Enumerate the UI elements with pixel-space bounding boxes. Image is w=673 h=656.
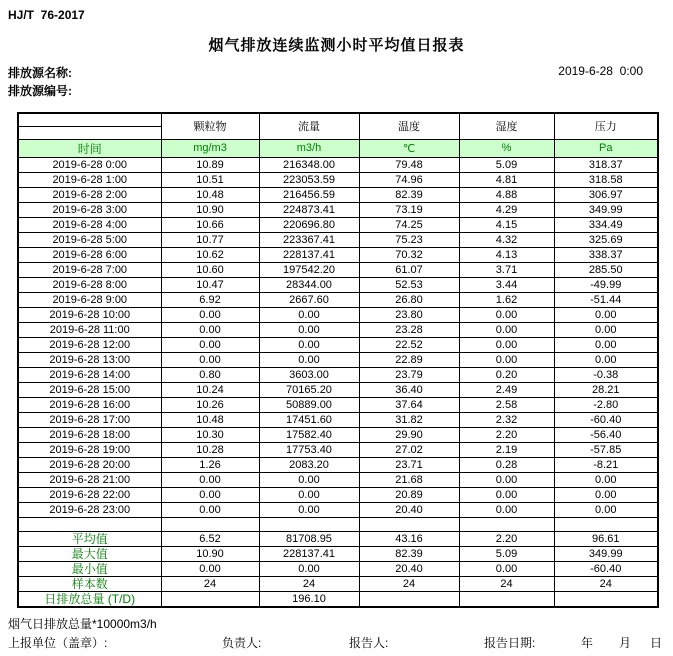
monitoring-table xyxy=(17,112,659,608)
report-title: 烟气排放连续监测小时平均值日报表 xyxy=(208,37,465,54)
value-cell: 31.82 xyxy=(359,412,459,427)
table-row xyxy=(18,337,658,352)
value-cell: 0.00 xyxy=(459,322,554,337)
value-cell: 10.90 xyxy=(161,202,259,217)
empty-cell xyxy=(18,517,161,531)
value-cell: 1.62 xyxy=(459,292,554,307)
summary-row xyxy=(18,591,658,607)
value-cell: 4.32 xyxy=(459,232,554,247)
table-row xyxy=(18,157,658,172)
table-row xyxy=(18,322,658,337)
summary-row xyxy=(18,546,658,561)
value-cell: 22.52 xyxy=(359,337,459,352)
table-row xyxy=(18,367,658,382)
summary-value-cell: 96.61 xyxy=(554,531,658,546)
value-cell: 0.00 xyxy=(554,322,658,337)
summary-value-cell: 196.10 xyxy=(259,591,359,607)
col-header-humidity: 湿度 xyxy=(459,113,554,139)
table-row xyxy=(18,277,658,292)
value-cell: 318.58 xyxy=(554,172,658,187)
table-row xyxy=(18,397,658,412)
table-row xyxy=(18,427,658,442)
time-cell: 2019-6-28 22:00 xyxy=(18,487,161,502)
empty-cell xyxy=(554,517,658,531)
value-cell: 52.53 xyxy=(359,277,459,292)
time-cell: 2019-6-28 12:00 xyxy=(18,337,161,352)
summary-row xyxy=(18,576,658,591)
value-cell: 61.07 xyxy=(359,262,459,277)
value-cell: 0.00 xyxy=(161,322,259,337)
col-header-pressure: 压力 xyxy=(554,113,658,139)
value-cell: 0.00 xyxy=(459,337,554,352)
summary-row xyxy=(18,561,658,576)
table-header xyxy=(18,113,658,157)
value-cell: 2.58 xyxy=(459,397,554,412)
month-label: 月 xyxy=(619,636,632,650)
spacer-row xyxy=(18,517,658,531)
value-cell: 0.00 xyxy=(259,487,359,502)
table-row xyxy=(18,472,658,487)
value-cell: -8.21 xyxy=(554,457,658,472)
value-cell: 3603.00 xyxy=(259,367,359,382)
value-cell: 5.09 xyxy=(459,157,554,172)
value-cell: 75.23 xyxy=(359,232,459,247)
summary-label-cell: 平均值 xyxy=(18,531,161,546)
table-row xyxy=(18,442,658,457)
value-cell: 2.49 xyxy=(459,382,554,397)
footer-note: 烟气日排放总量*10000m3/h xyxy=(8,617,157,631)
value-cell: 36.40 xyxy=(359,382,459,397)
summary-value-cell xyxy=(359,591,459,607)
summary-label-cell: 日排放总量 (T/D) xyxy=(18,591,161,607)
value-cell: 0.00 xyxy=(554,307,658,322)
value-cell: -56.40 xyxy=(554,427,658,442)
value-cell: 23.28 xyxy=(359,322,459,337)
value-cell: 0.00 xyxy=(259,307,359,322)
value-cell: 325.69 xyxy=(554,232,658,247)
summary-label-cell: 最小值 xyxy=(18,561,161,576)
value-cell: 334.49 xyxy=(554,217,658,232)
value-cell: 0.00 xyxy=(554,472,658,487)
value-cell: 0.00 xyxy=(259,337,359,352)
table-row xyxy=(18,307,658,322)
summary-value-cell: 24 xyxy=(554,576,658,591)
time-cell: 2019-6-28 6:00 xyxy=(18,247,161,262)
empty-cell xyxy=(359,517,459,531)
value-cell: 223367.41 xyxy=(259,232,359,247)
time-cell: 2019-6-28 15:00 xyxy=(18,382,161,397)
summary-value-cell: 43.16 xyxy=(359,531,459,546)
value-cell: 0.00 xyxy=(554,352,658,367)
table-row xyxy=(18,487,658,502)
summary-label-cell: 样本数 xyxy=(18,576,161,591)
summary-value-cell: 24 xyxy=(259,576,359,591)
value-cell: 3.71 xyxy=(459,262,554,277)
value-cell: 4.88 xyxy=(459,187,554,202)
value-cell: 37.64 xyxy=(359,397,459,412)
value-cell: 4.29 xyxy=(459,202,554,217)
time-cell: 2019-6-28 1:00 xyxy=(18,172,161,187)
value-cell: 0.00 xyxy=(161,472,259,487)
value-cell: 220696.80 xyxy=(259,217,359,232)
value-cell: 285.50 xyxy=(554,262,658,277)
value-cell: 10.77 xyxy=(161,232,259,247)
table-row xyxy=(18,457,658,472)
source-code-label: 排放源编号: xyxy=(8,84,72,98)
summary-value-cell xyxy=(554,591,658,607)
value-cell: 2.20 xyxy=(459,427,554,442)
empty-cell xyxy=(459,517,554,531)
value-cell: 70165.20 xyxy=(259,382,359,397)
empty-cell xyxy=(259,517,359,531)
responsible-label: 负责人: xyxy=(222,636,262,650)
value-cell: 0.00 xyxy=(161,487,259,502)
table-row xyxy=(18,232,658,247)
value-cell: 228137.41 xyxy=(259,247,359,262)
value-cell: 10.28 xyxy=(161,442,259,457)
table-row xyxy=(18,262,658,277)
summary-value-cell: 20.40 xyxy=(359,561,459,576)
time-cell: 2019-6-28 3:00 xyxy=(18,202,161,217)
table-row xyxy=(18,412,658,427)
value-cell: 216456.59 xyxy=(259,187,359,202)
time-cell: 2019-6-28 10:00 xyxy=(18,307,161,322)
value-cell: 4.15 xyxy=(459,217,554,232)
value-cell: 17451.60 xyxy=(259,412,359,427)
value-cell: 10.66 xyxy=(161,217,259,232)
table-row xyxy=(18,382,658,397)
value-cell: 10.48 xyxy=(161,187,259,202)
time-cell: 2019-6-28 4:00 xyxy=(18,217,161,232)
value-cell: 74.96 xyxy=(359,172,459,187)
value-cell: -2.80 xyxy=(554,397,658,412)
col-header-particulate: 颗粒物 xyxy=(161,113,259,139)
summary-value-cell: 0.00 xyxy=(459,561,554,576)
summary-value-cell: 5.09 xyxy=(459,546,554,561)
time-column-header: 时间 xyxy=(18,139,161,157)
value-cell: 17753.40 xyxy=(259,442,359,457)
value-cell: 10.62 xyxy=(161,247,259,262)
value-cell: 29.90 xyxy=(359,427,459,442)
value-cell: 0.00 xyxy=(554,487,658,502)
summary-value-cell: -60.40 xyxy=(554,561,658,576)
corner-cell-top xyxy=(18,113,161,126)
time-cell: 2019-6-28 5:00 xyxy=(18,232,161,247)
value-cell: 349.99 xyxy=(554,202,658,217)
header-row-top xyxy=(18,113,658,126)
value-cell: 10.30 xyxy=(161,427,259,442)
value-cell: 1.26 xyxy=(161,457,259,472)
time-cell: 2019-6-28 8:00 xyxy=(18,277,161,292)
value-cell: 2083.20 xyxy=(259,457,359,472)
summary-value-cell: 24 xyxy=(161,576,259,591)
table-row xyxy=(18,202,658,217)
value-cell: 0.00 xyxy=(259,502,359,517)
col-header-flow: 流量 xyxy=(259,113,359,139)
value-cell: 197542.20 xyxy=(259,262,359,277)
value-cell: -49.99 xyxy=(554,277,658,292)
value-cell: 0.00 xyxy=(161,352,259,367)
table-row xyxy=(18,172,658,187)
table-row xyxy=(18,502,658,517)
value-cell: -51.44 xyxy=(554,292,658,307)
value-cell: 28344.00 xyxy=(259,277,359,292)
summary-value-cell: 82.39 xyxy=(359,546,459,561)
value-cell: 26.80 xyxy=(359,292,459,307)
value-cell: 306.97 xyxy=(554,187,658,202)
report-standard-number: HJ/T 76-2017 xyxy=(8,8,85,22)
value-cell: 4.81 xyxy=(459,172,554,187)
value-cell: 318.37 xyxy=(554,157,658,172)
time-cell: 2019-6-28 14:00 xyxy=(18,367,161,382)
summary-value-cell: 349.99 xyxy=(554,546,658,561)
value-cell: 0.00 xyxy=(259,472,359,487)
value-cell: 0.00 xyxy=(161,307,259,322)
time-cell: 2019-6-28 13:00 xyxy=(18,352,161,367)
summary-value-cell: 10.90 xyxy=(161,546,259,561)
table-body xyxy=(18,157,658,607)
summary-row xyxy=(18,531,658,546)
value-cell: 0.00 xyxy=(161,337,259,352)
time-cell: 2019-6-28 7:00 xyxy=(18,262,161,277)
value-cell: 0.00 xyxy=(459,502,554,517)
time-cell: 2019-6-28 11:00 xyxy=(18,322,161,337)
value-cell: -57.85 xyxy=(554,442,658,457)
value-cell: 3.44 xyxy=(459,277,554,292)
unit-pressure: Pa xyxy=(554,139,658,157)
summary-value-cell xyxy=(161,591,259,607)
value-cell: 0.00 xyxy=(459,487,554,502)
reporter-label: 报告人: xyxy=(349,636,389,650)
value-cell: 10.89 xyxy=(161,157,259,172)
value-cell: 79.48 xyxy=(359,157,459,172)
day-label: 日 xyxy=(650,636,663,650)
time-cell: 2019-6-28 2:00 xyxy=(18,187,161,202)
value-cell: 10.47 xyxy=(161,277,259,292)
value-cell: 23.71 xyxy=(359,457,459,472)
value-cell: 4.13 xyxy=(459,247,554,262)
value-cell: 23.79 xyxy=(359,367,459,382)
summary-value-cell: 6.52 xyxy=(161,531,259,546)
unit-flow: m3/h xyxy=(259,139,359,157)
summary-value-cell: 24 xyxy=(459,576,554,591)
time-cell: 2019-6-28 23:00 xyxy=(18,502,161,517)
empty-cell xyxy=(161,517,259,531)
value-cell: 73.19 xyxy=(359,202,459,217)
value-cell: 2667.60 xyxy=(259,292,359,307)
summary-value-cell: 24 xyxy=(359,576,459,591)
value-cell: 10.24 xyxy=(161,382,259,397)
value-cell: 0.00 xyxy=(259,322,359,337)
unit-humidity: % xyxy=(459,139,554,157)
value-cell: 23.80 xyxy=(359,307,459,322)
time-cell: 2019-6-28 9:00 xyxy=(18,292,161,307)
value-cell: 27.02 xyxy=(359,442,459,457)
table-row xyxy=(18,187,658,202)
stamp-label: 上报单位（盖章）: xyxy=(8,636,108,650)
summary-value-cell xyxy=(459,591,554,607)
value-cell: 10.26 xyxy=(161,397,259,412)
value-cell: 224873.41 xyxy=(259,202,359,217)
value-cell: 17582.40 xyxy=(259,427,359,442)
time-cell: 2019-6-28 21:00 xyxy=(18,472,161,487)
value-cell: 0.00 xyxy=(459,352,554,367)
time-cell: 2019-6-28 16:00 xyxy=(18,397,161,412)
value-cell: 223053.59 xyxy=(259,172,359,187)
value-cell: 74.25 xyxy=(359,217,459,232)
unit-temperature: ℃ xyxy=(359,139,459,157)
report-date-label: 报告日期: xyxy=(484,636,536,650)
time-cell: 2019-6-28 20:00 xyxy=(18,457,161,472)
value-cell: 0.00 xyxy=(554,502,658,517)
table-row xyxy=(18,217,658,232)
summary-value-cell: 228137.41 xyxy=(259,546,359,561)
value-cell: 82.39 xyxy=(359,187,459,202)
value-cell: 70.32 xyxy=(359,247,459,262)
value-cell: 22.89 xyxy=(359,352,459,367)
value-cell: 216348.00 xyxy=(259,157,359,172)
unit-row xyxy=(18,139,658,157)
value-cell: -0.38 xyxy=(554,367,658,382)
value-cell: 0.00 xyxy=(161,502,259,517)
value-cell: 0.20 xyxy=(459,367,554,382)
summary-value-cell: 0.00 xyxy=(161,561,259,576)
summary-value-cell: 2.20 xyxy=(459,531,554,546)
value-cell: 10.48 xyxy=(161,412,259,427)
table-row xyxy=(18,247,658,262)
value-cell: 20.89 xyxy=(359,487,459,502)
unit-particulate: mg/m3 xyxy=(161,139,259,157)
time-cell: 2019-6-28 18:00 xyxy=(18,427,161,442)
year-label: 年 xyxy=(581,636,594,650)
summary-label-cell: 最大值 xyxy=(18,546,161,561)
source-name-label: 排放源名称: xyxy=(8,66,72,80)
value-cell: 0.00 xyxy=(459,307,554,322)
value-cell: 2.32 xyxy=(459,412,554,427)
value-cell: 0.00 xyxy=(259,352,359,367)
value-cell: 20.40 xyxy=(359,502,459,517)
value-cell: 10.51 xyxy=(161,172,259,187)
table-row xyxy=(18,352,658,367)
value-cell: 10.60 xyxy=(161,262,259,277)
value-cell: 338.37 xyxy=(554,247,658,262)
value-cell: 28.21 xyxy=(554,382,658,397)
value-cell: 0.28 xyxy=(459,457,554,472)
summary-value-cell: 81708.95 xyxy=(259,531,359,546)
value-cell: 2.19 xyxy=(459,442,554,457)
col-header-temperature: 温度 xyxy=(359,113,459,139)
value-cell: 6.92 xyxy=(161,292,259,307)
value-cell: 21.68 xyxy=(359,472,459,487)
value-cell: 0.00 xyxy=(459,472,554,487)
value-cell: -60.40 xyxy=(554,412,658,427)
value-cell: 0.00 xyxy=(554,337,658,352)
summary-value-cell: 0.00 xyxy=(259,561,359,576)
time-cell: 2019-6-28 17:00 xyxy=(18,412,161,427)
time-cell: 2019-6-28 0:00 xyxy=(18,157,161,172)
value-cell: 0.80 xyxy=(161,367,259,382)
corner-cell-bottom xyxy=(18,126,161,139)
table-row xyxy=(18,292,658,307)
time-cell: 2019-6-28 19:00 xyxy=(18,442,161,457)
report-datetime: 2019-6-28 0:00 xyxy=(558,64,643,78)
value-cell: 50889.00 xyxy=(259,397,359,412)
